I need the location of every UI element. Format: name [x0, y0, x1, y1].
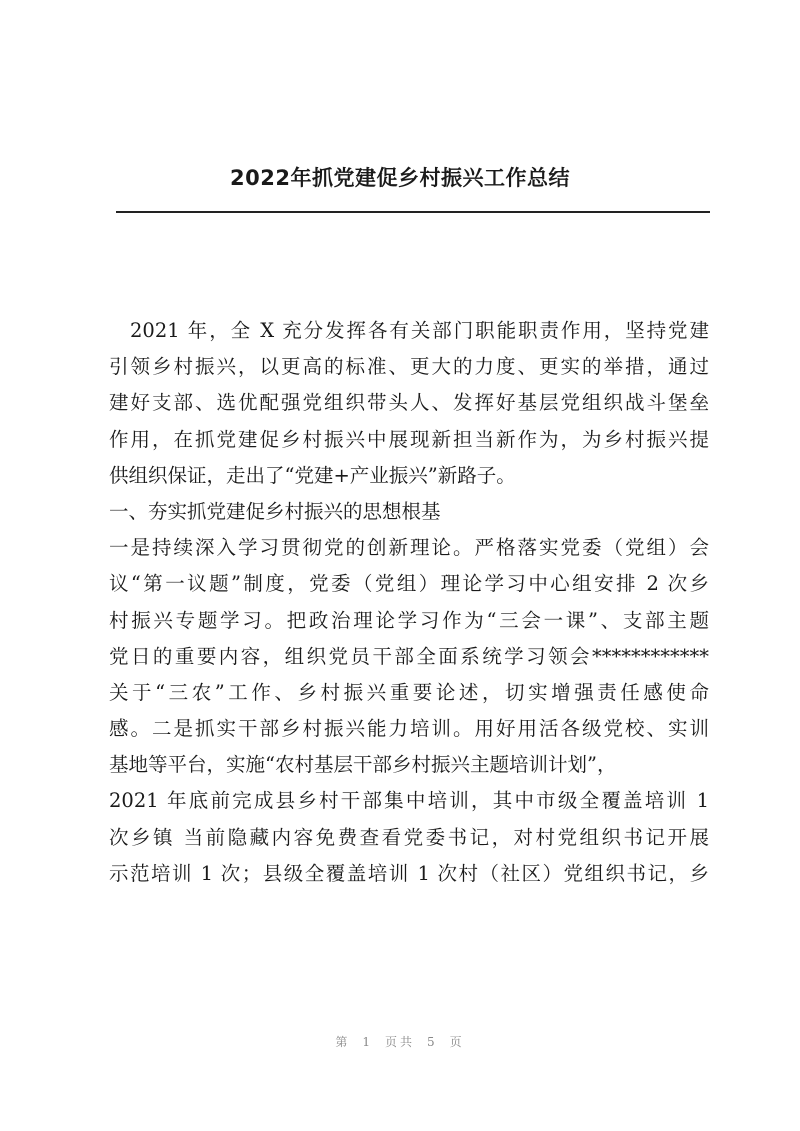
footer-suffix: 页: [449, 1035, 465, 1049]
body-line: 感。二是抓实干部乡村振兴能力培训。用好用活各级党校、实训: [109, 717, 709, 741]
body-line: 基地等平台，实施“农村基层干部乡村振兴主题培训计划”，: [109, 753, 617, 777]
body-line: 议“第一议题”制度，党委（党组）理论学习中心组安排 2 次乡: [109, 572, 709, 596]
title-divider: [116, 211, 710, 213]
footer-page-number: 1: [362, 1035, 373, 1049]
body-line: 作用，在抓党建促乡村振兴中展现新担当新作为，为乡村振兴提: [109, 427, 709, 451]
body-line: 建好支部、选优配强党组织带头人、发挥好基层党组织战斗堡垒: [109, 391, 709, 415]
body-line: 2021 年，全 X 充分发挥各有关部门职能职责作用，坚持党建: [130, 319, 709, 342]
body-line: 示范培训 1 次；县级全覆盖培训 1 次村（社区）党组织书记，乡: [109, 861, 709, 885]
body-line: 次乡镇 当前隐藏内容免费查看党委书记，对村党组织书记开展: [109, 825, 709, 849]
body-line: 关于“三农”工作、乡村振兴重要论述，切实增强责任感使命: [109, 680, 709, 704]
document-body: [109, 313, 709, 892]
body-line: 2021 年底前完成县乡村干部集中培训，其中市级全覆盖培训 1: [109, 789, 709, 813]
body-line: 供组织保证，走出了“党建+产业振兴”新路子。: [109, 463, 516, 487]
footer-middle: 页共: [384, 1035, 415, 1049]
page-title: 2022年抓党建促乡村振兴工作总结: [230, 166, 570, 190]
section-heading: 一、夯实抓党建促乡村振兴的思想根基: [109, 499, 441, 523]
body-line: 一是持续深入学习贯彻党的创新理论。严格落实党委（党组）会: [109, 536, 709, 560]
body-line: 党日的重要内容，组织党员干部全面系统学习领会************: [109, 644, 709, 668]
body-line: 引领乡村振兴，以更高的标准、更大的力度、更实的举措，通过: [109, 355, 709, 379]
footer-total-pages: 5: [427, 1035, 438, 1049]
page-footer: [0, 1033, 800, 1050]
footer-prefix: 第: [335, 1035, 351, 1049]
body-line: 村振兴专题学习。把政治理论学习作为“三会一课”、支部主题: [109, 608, 709, 632]
